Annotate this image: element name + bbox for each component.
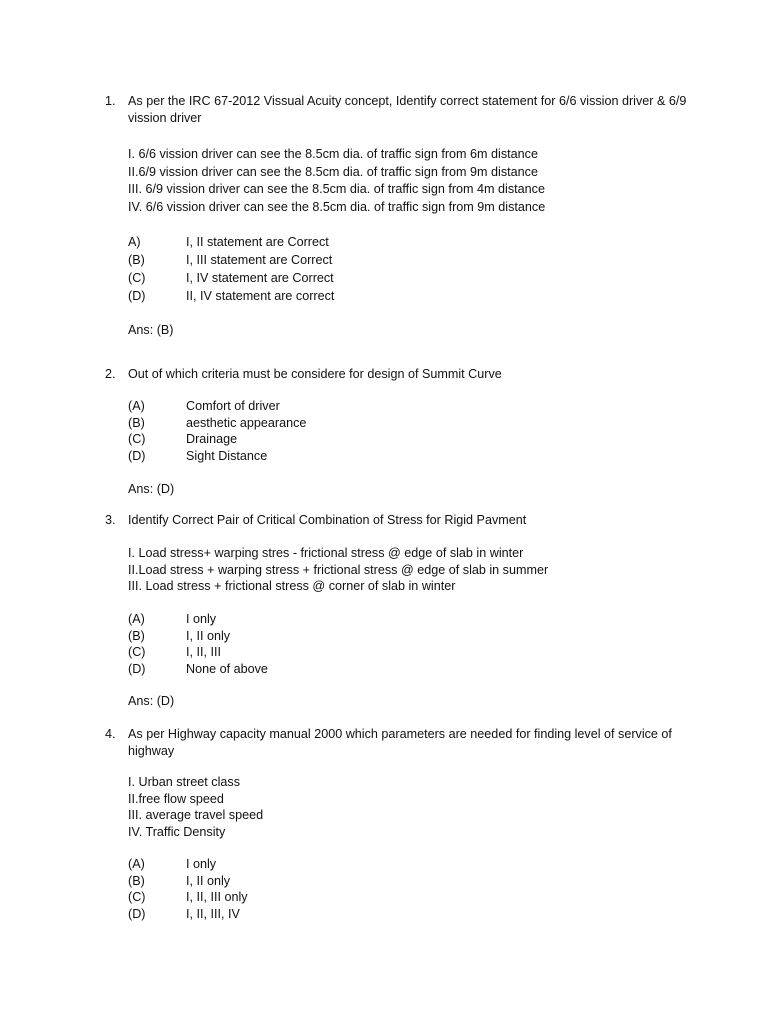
question-number: 4. xyxy=(105,727,116,741)
answer-text: Ans: (D) xyxy=(128,482,175,496)
option-c xyxy=(128,270,688,288)
option-key: (B) xyxy=(128,415,145,430)
statement: II.6/9 vission driver can see the 8.5cm dia. of traffic sign from 9m distance xyxy=(128,164,538,179)
statement: I. Load stress+ warping stres - frictional stress @ edge of slab in winter xyxy=(128,546,524,560)
option-a xyxy=(128,611,688,628)
option-key: A) xyxy=(128,235,141,249)
option-key: (B) xyxy=(128,628,145,643)
option-d xyxy=(128,448,688,465)
statement: III. average travel speed xyxy=(128,808,264,822)
option-key: (C) xyxy=(128,432,146,446)
option-c xyxy=(128,644,688,661)
option-text: Drainage xyxy=(186,432,238,446)
statement: II.free flow speed xyxy=(128,791,224,806)
option-b xyxy=(128,252,688,270)
option-key: (D) xyxy=(128,906,146,921)
option-list xyxy=(128,234,688,306)
statement: III. Load stress + frictional stress @ corner of slab in winter xyxy=(128,579,456,593)
answer-text: Ans: (B) xyxy=(128,323,174,337)
question-number: 3. xyxy=(105,513,116,527)
statement: I. 6/6 vission driver can see the 8.5cm dia. of traffic sign from 6m distance xyxy=(128,147,538,161)
option-b xyxy=(128,415,688,432)
question-text: As per Highway capacity manual 2000 which parameters are needed for finding level of service of highway xyxy=(128,727,672,758)
option-text: I only xyxy=(186,612,217,626)
option-key: (B) xyxy=(128,873,145,888)
option-text: aesthetic appearance xyxy=(186,415,307,430)
question-text: Identify Correct Pair of Critical Combination of Stress for Rigid Pavment xyxy=(128,513,527,527)
option-a xyxy=(128,856,688,873)
option-list xyxy=(128,856,688,922)
option-text: Sight Distance xyxy=(186,448,268,463)
statement-list xyxy=(128,774,688,840)
option-d xyxy=(128,906,688,923)
option-key: (A) xyxy=(128,857,145,871)
option-text: I, II, III xyxy=(186,645,221,659)
option-d xyxy=(128,661,688,678)
question-text: As per the IRC 67-2012 Vissual Acuity concept, Identify correct statement for 6/6 vission driver & 6/9 vission driver xyxy=(128,94,687,125)
question-number: 1. xyxy=(105,94,116,108)
statement: III. 6/9 vission driver can see the 8.5cm dia. of traffic sign from 4m distance xyxy=(128,182,545,196)
option-key: (D) xyxy=(128,289,146,303)
option-text: I, II only xyxy=(186,873,231,888)
statement: I. Urban street class xyxy=(128,775,240,789)
option-key: (D) xyxy=(128,661,146,676)
option-text: II, IV statement are correct xyxy=(186,289,335,303)
option-c xyxy=(128,431,688,448)
option-key: (A) xyxy=(128,399,145,413)
option-key: (C) xyxy=(128,271,146,285)
statement: IV. 6/6 vission driver can see the 8.5cm dia. of traffic sign from 9m distance xyxy=(128,199,546,214)
option-text: I, II, III, IV xyxy=(186,906,240,921)
option-b xyxy=(128,628,688,645)
option-d xyxy=(128,288,688,306)
option-key: (C) xyxy=(128,645,146,659)
option-text: I, II only xyxy=(186,628,231,643)
option-text: I, II, III only xyxy=(186,890,248,904)
answer-text: Ans: (D) xyxy=(128,694,175,708)
option-key: (B) xyxy=(128,253,145,267)
statement: IV. Traffic Density xyxy=(128,824,226,839)
option-text: I, II statement are Correct xyxy=(186,235,329,249)
option-key: (D) xyxy=(128,448,146,463)
statement-list xyxy=(128,545,688,595)
question-text: Out of which criteria must be considere for design of Summit Curve xyxy=(128,367,502,381)
option-a xyxy=(128,234,688,252)
option-text: I, III statement are Correct xyxy=(186,253,333,267)
statement: II.Load stress + warping stress + frictional stress @ edge of slab in summer xyxy=(128,562,549,577)
question-number: 2. xyxy=(105,367,116,381)
option-text: None of above xyxy=(186,661,268,676)
option-text: Comfort of driver xyxy=(186,399,280,413)
statement-list xyxy=(128,146,688,216)
option-key: (A) xyxy=(128,612,145,626)
option-text: I only xyxy=(186,857,217,871)
option-c xyxy=(128,889,688,906)
option-key: (C) xyxy=(128,890,146,904)
option-a xyxy=(128,398,688,415)
option-list xyxy=(128,398,688,464)
option-list xyxy=(128,611,688,677)
option-b xyxy=(128,873,688,890)
option-text: I, IV statement are Correct xyxy=(186,271,334,285)
